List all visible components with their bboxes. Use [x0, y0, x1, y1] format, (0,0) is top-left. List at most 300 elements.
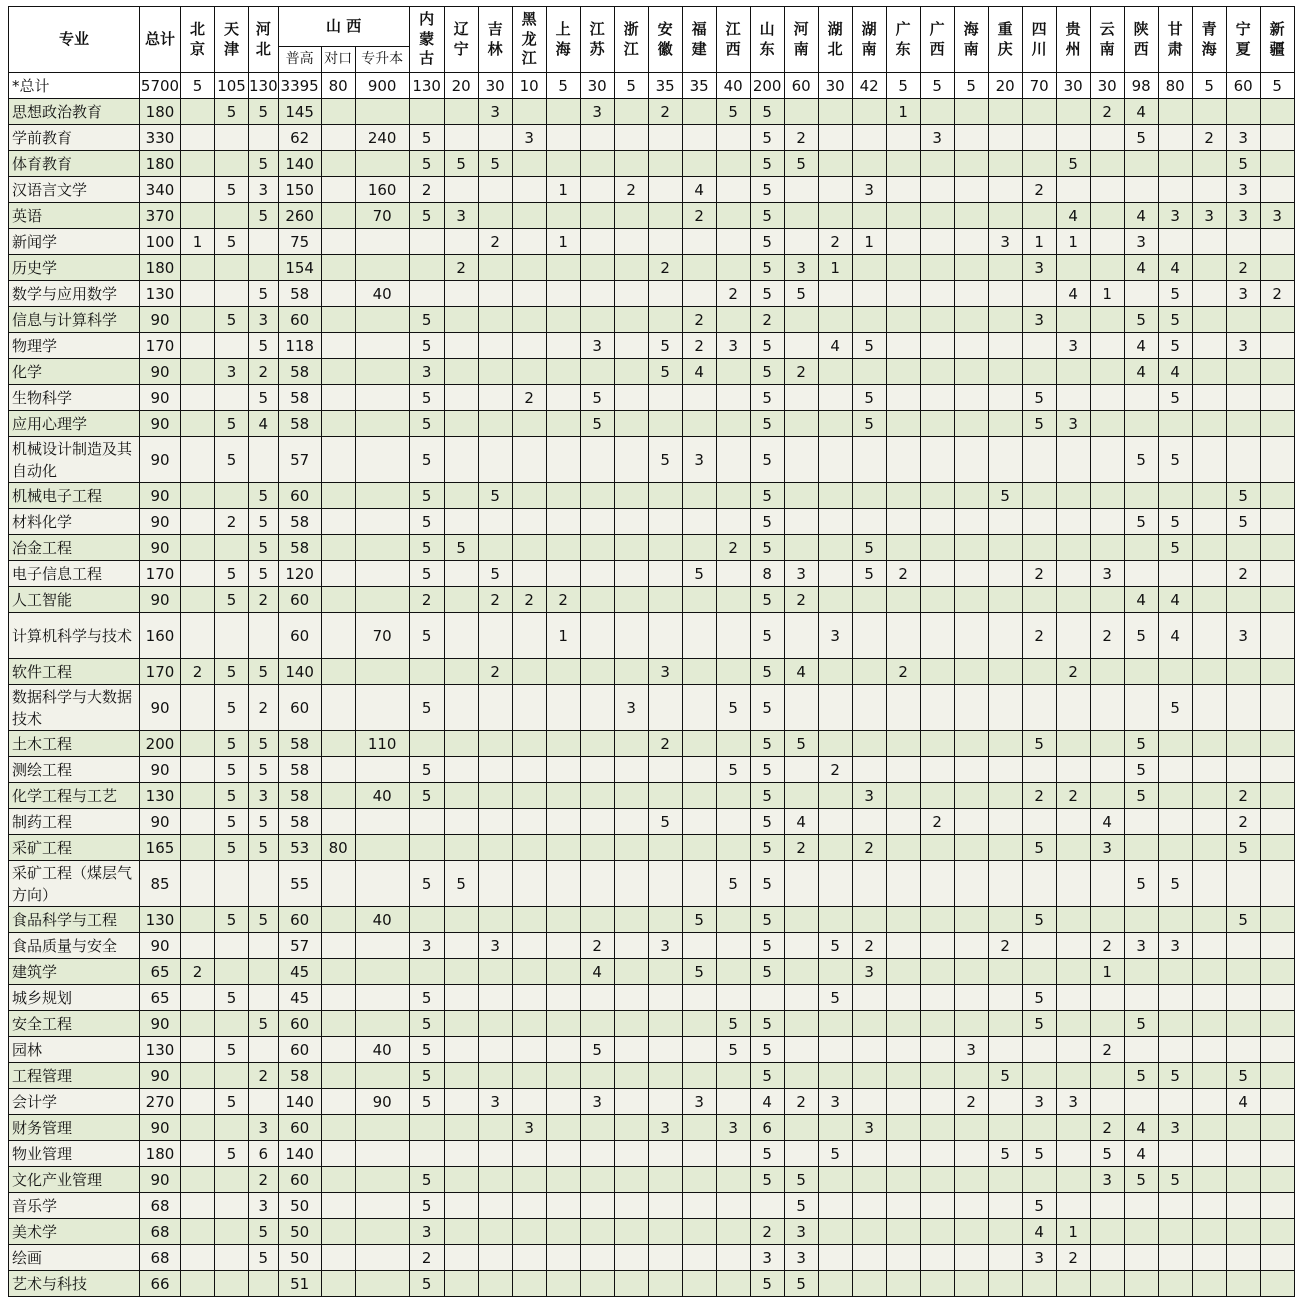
table-row — [9, 177, 1295, 203]
quota-cell: 5 — [750, 483, 784, 509]
quota-cell — [784, 861, 818, 907]
quota-cell — [1192, 861, 1226, 907]
quota-cell — [512, 907, 546, 933]
major-name: 英语 — [9, 203, 140, 229]
quota-cell: 5 — [409, 307, 444, 333]
quota-cell — [852, 1037, 886, 1063]
quota-cell: 2 — [716, 535, 750, 561]
quota-cell — [215, 1011, 249, 1037]
quota-cell — [1192, 359, 1226, 385]
quota-cell — [1158, 1011, 1192, 1037]
quota-cell: 5 — [750, 385, 784, 411]
quota-cell: 2 — [784, 1089, 818, 1115]
quota-cell — [1260, 177, 1294, 203]
major-name: 体育教育 — [9, 151, 140, 177]
quota-cell — [1090, 509, 1124, 535]
quota-cell — [648, 307, 682, 333]
quota-cell — [444, 613, 478, 659]
quota-cell — [988, 1089, 1022, 1115]
quota-cell — [355, 685, 409, 731]
quota-cell: 5 — [215, 229, 249, 255]
quota-cell: 50 — [278, 1245, 321, 1271]
quota-cell — [1124, 177, 1158, 203]
quota-cell: 2 — [249, 685, 279, 731]
quota-cell — [321, 685, 355, 731]
province-name: 甘肃 — [1167, 20, 1183, 58]
major-name: 音乐学 — [9, 1193, 140, 1219]
quota-cell: 5 — [215, 411, 249, 437]
quota-cell: 2 — [1090, 1037, 1124, 1063]
quota-cell — [580, 1063, 614, 1089]
quota-cell — [648, 959, 682, 985]
quota-cell — [920, 509, 954, 535]
quota-cell — [546, 1037, 580, 1063]
quota-cell — [818, 125, 852, 151]
quota-cell: 5 — [784, 1193, 818, 1219]
quota-cell — [988, 151, 1022, 177]
quota-cell: 5 — [249, 835, 279, 861]
major-name: 化学工程与工艺 — [9, 783, 140, 809]
table-row — [9, 1193, 1295, 1219]
quota-cell — [1260, 1271, 1294, 1297]
quota-cell: 90 — [355, 1089, 409, 1115]
quota-cell: 58 — [278, 385, 321, 411]
quota-cell — [444, 1063, 478, 1089]
table-row — [9, 757, 1295, 783]
quota-cell — [512, 561, 546, 587]
quota-cell — [512, 151, 546, 177]
quota-cell: 2 — [682, 333, 716, 359]
column-header-province — [954, 7, 988, 73]
quota-cell: 2 — [1090, 99, 1124, 125]
quota-cell — [818, 359, 852, 385]
quota-cell — [954, 483, 988, 509]
quota-cell: 2 — [682, 307, 716, 333]
quota-cell — [954, 203, 988, 229]
quota-cell: 3 — [580, 333, 614, 359]
quota-cell — [444, 1011, 478, 1037]
quota-cell — [1226, 1271, 1260, 1297]
quota-cell — [1022, 659, 1056, 685]
quota-cell — [444, 959, 478, 985]
quota-cell — [1022, 861, 1056, 907]
quota-cell — [852, 203, 886, 229]
quota-cell — [1124, 685, 1158, 731]
quota-cell — [614, 1037, 648, 1063]
major-name: 数据科学与大数据技术 — [9, 685, 140, 731]
total-label: *总计 — [9, 73, 140, 99]
total-cell: 66 — [140, 1271, 181, 1297]
quota-cell — [648, 1271, 682, 1297]
quota-cell: 3 — [580, 99, 614, 125]
quota-cell: 3 — [249, 1193, 279, 1219]
quota-cell — [1192, 613, 1226, 659]
quota-cell — [1260, 151, 1294, 177]
quota-cell — [1260, 985, 1294, 1011]
total-cell: 90 — [140, 411, 181, 437]
quota-cell: 1 — [886, 99, 920, 125]
quota-cell — [444, 783, 478, 809]
quota-cell — [1226, 1219, 1260, 1245]
quota-cell — [1124, 985, 1158, 1011]
quota-cell — [920, 731, 954, 757]
quota-cell: 58 — [278, 809, 321, 835]
quota-cell — [716, 659, 750, 685]
total-cell: 130 — [140, 907, 181, 933]
quota-cell — [920, 385, 954, 411]
total-row — [9, 73, 1295, 99]
quota-cell — [1158, 1245, 1192, 1271]
quota-cell — [321, 333, 355, 359]
quota-cell: 3 — [249, 1115, 279, 1141]
quota-cell — [249, 985, 279, 1011]
quota-cell: 5 — [580, 1037, 614, 1063]
quota-cell — [750, 1193, 784, 1219]
quota-cell — [648, 1063, 682, 1089]
quota-cell — [546, 483, 580, 509]
quota-cell — [409, 99, 444, 125]
table-row — [9, 483, 1295, 509]
column-header-shanxi: 山 西 — [278, 7, 409, 47]
quota-cell: 5 — [215, 1037, 249, 1063]
quota-cell: 260 — [278, 203, 321, 229]
quota-cell — [546, 1245, 580, 1271]
quota-cell: 4 — [1124, 359, 1158, 385]
total-cell: 270 — [140, 1089, 181, 1115]
table-row — [9, 1245, 1295, 1271]
major-name: 文化产业管理 — [9, 1167, 140, 1193]
quota-cell: 4 — [784, 659, 818, 685]
quota-cell — [580, 1245, 614, 1271]
quota-cell — [818, 385, 852, 411]
quota-cell — [1192, 307, 1226, 333]
quota-cell — [1192, 509, 1226, 535]
quota-cell — [818, 907, 852, 933]
quota-cell — [1056, 561, 1090, 587]
quota-cell — [886, 1011, 920, 1037]
quota-cell — [321, 1271, 355, 1297]
quota-cell — [716, 1219, 750, 1245]
quota-cell — [512, 1063, 546, 1089]
quota-cell — [852, 483, 886, 509]
quota-cell — [852, 125, 886, 151]
quota-cell — [614, 229, 648, 255]
major-name: 美术学 — [9, 1219, 140, 1245]
quota-cell — [920, 255, 954, 281]
quota-cell — [954, 151, 988, 177]
quota-cell — [181, 757, 215, 783]
quota-cell — [1124, 561, 1158, 587]
quota-cell: 5 — [1022, 907, 1056, 933]
quota-cell — [355, 1193, 409, 1219]
quota-cell — [546, 835, 580, 861]
quota-cell — [580, 437, 614, 483]
quota-cell — [784, 757, 818, 783]
quota-cell — [614, 535, 648, 561]
quota-cell: 5 — [1022, 985, 1056, 1011]
province-name: 河北 — [255, 20, 271, 58]
quota-cell — [580, 177, 614, 203]
quota-cell — [546, 99, 580, 125]
quota-cell — [988, 985, 1022, 1011]
column-header-province — [784, 7, 818, 73]
quota-cell — [181, 359, 215, 385]
quota-cell — [954, 835, 988, 861]
quota-cell — [648, 685, 682, 731]
quota-cell — [215, 385, 249, 411]
quota-cell: 5 — [409, 1011, 444, 1037]
quota-cell — [1226, 535, 1260, 561]
quota-cell — [355, 437, 409, 483]
quota-cell — [444, 125, 478, 151]
column-header-province — [886, 7, 920, 73]
quota-cell — [321, 783, 355, 809]
quota-cell: 3 — [648, 933, 682, 959]
major-name: 园林 — [9, 1037, 140, 1063]
quota-cell — [682, 783, 716, 809]
quota-cell: 5 — [920, 73, 954, 99]
quota-cell: 5 — [215, 757, 249, 783]
quota-cell — [1226, 1193, 1260, 1219]
quota-cell — [886, 809, 920, 835]
column-header-province — [682, 7, 716, 73]
quota-cell — [716, 125, 750, 151]
quota-cell — [546, 1141, 580, 1167]
quota-cell — [478, 359, 512, 385]
quota-cell — [818, 483, 852, 509]
table-row — [9, 985, 1295, 1011]
table-row — [9, 1167, 1295, 1193]
quota-cell: 80 — [1158, 73, 1192, 99]
quota-cell: 3 — [750, 1245, 784, 1271]
quota-cell — [1022, 1115, 1056, 1141]
quota-cell — [1090, 483, 1124, 509]
quota-cell: 3 — [784, 255, 818, 281]
major-name: 软件工程 — [9, 659, 140, 685]
table-row — [9, 1271, 1295, 1297]
column-header-province — [920, 7, 954, 73]
quota-cell — [852, 1167, 886, 1193]
quota-cell — [478, 1063, 512, 1089]
quota-cell — [444, 509, 478, 535]
quota-cell — [1260, 1193, 1294, 1219]
quota-cell: 5 — [1192, 73, 1226, 99]
quota-cell — [181, 1141, 215, 1167]
quota-cell — [580, 1271, 614, 1297]
quota-cell — [355, 99, 409, 125]
quota-cell — [920, 861, 954, 907]
quota-cell: 5 — [1022, 411, 1056, 437]
quota-cell — [1192, 685, 1226, 731]
quota-cell — [1022, 437, 1056, 483]
quota-cell — [546, 125, 580, 151]
quota-cell: 150 — [278, 177, 321, 203]
quota-cell — [716, 151, 750, 177]
quota-cell — [784, 333, 818, 359]
quota-cell: 5 — [249, 1219, 279, 1245]
quota-cell — [546, 985, 580, 1011]
table-row — [9, 385, 1295, 411]
quota-cell — [444, 659, 478, 685]
quota-cell: 160 — [355, 177, 409, 203]
quota-cell — [580, 757, 614, 783]
quota-cell — [478, 985, 512, 1011]
quota-cell — [249, 861, 279, 907]
quota-cell: 5 — [215, 177, 249, 203]
quota-cell — [886, 1271, 920, 1297]
quota-cell: 2 — [818, 757, 852, 783]
quota-cell: 58 — [278, 281, 321, 307]
quota-cell — [355, 535, 409, 561]
quota-cell: 5 — [249, 659, 279, 685]
quota-cell — [215, 1167, 249, 1193]
quota-cell: 2 — [1226, 783, 1260, 809]
quota-cell — [648, 281, 682, 307]
quota-cell: 1 — [546, 613, 580, 659]
quota-cell: 2 — [512, 587, 546, 613]
quota-cell — [321, 587, 355, 613]
quota-cell: 5 — [1226, 835, 1260, 861]
quota-cell — [478, 437, 512, 483]
province-name: 湖南 — [861, 20, 877, 58]
quota-cell — [886, 483, 920, 509]
quota-cell — [1192, 783, 1226, 809]
quota-cell — [784, 509, 818, 535]
quota-cell — [444, 1193, 478, 1219]
quota-cell: 2 — [784, 359, 818, 385]
quota-cell — [954, 125, 988, 151]
quota-cell — [512, 411, 546, 437]
quota-cell — [321, 907, 355, 933]
quota-cell — [1090, 151, 1124, 177]
quota-cell: 4 — [1124, 587, 1158, 613]
quota-cell — [1192, 229, 1226, 255]
total-cell: 130 — [140, 281, 181, 307]
quota-cell — [355, 561, 409, 587]
quota-cell — [321, 1219, 355, 1245]
quota-cell — [1260, 359, 1294, 385]
quota-cell — [512, 255, 546, 281]
quota-cell — [1192, 1063, 1226, 1089]
quota-cell — [478, 125, 512, 151]
quota-cell — [444, 757, 478, 783]
quota-cell — [920, 1245, 954, 1271]
quota-cell — [1090, 907, 1124, 933]
quota-cell: 2 — [682, 203, 716, 229]
total-cell: 170 — [140, 333, 181, 359]
quota-cell — [181, 1037, 215, 1063]
total-cell: 170 — [140, 561, 181, 587]
quota-cell: 35 — [648, 73, 682, 99]
quota-cell — [614, 151, 648, 177]
quota-cell — [1056, 933, 1090, 959]
quota-cell — [355, 1115, 409, 1141]
total-cell: 90 — [140, 1115, 181, 1141]
quota-cell — [716, 411, 750, 437]
quota-cell: 5 — [409, 985, 444, 1011]
quota-cell — [1022, 757, 1056, 783]
quota-cell — [181, 385, 215, 411]
quota-cell — [988, 835, 1022, 861]
quota-cell — [478, 1115, 512, 1141]
quota-cell — [181, 333, 215, 359]
table-row — [9, 307, 1295, 333]
quota-cell — [1260, 907, 1294, 933]
quota-cell: 240 — [355, 125, 409, 151]
quota-cell: 5 — [1022, 1011, 1056, 1037]
quota-cell — [818, 281, 852, 307]
quota-cell — [614, 783, 648, 809]
quota-cell — [321, 411, 355, 437]
quota-cell: 5 — [1226, 1063, 1260, 1089]
quota-cell — [1260, 835, 1294, 861]
quota-cell — [1124, 281, 1158, 307]
quota-cell — [181, 1089, 215, 1115]
quota-cell: 5 — [249, 203, 279, 229]
quota-cell — [249, 125, 279, 151]
quota-cell — [546, 203, 580, 229]
quota-cell — [852, 1271, 886, 1297]
quota-cell — [321, 861, 355, 907]
quota-cell — [886, 985, 920, 1011]
quota-cell: 3 — [1226, 333, 1260, 359]
quota-cell — [249, 255, 279, 281]
column-header-province — [512, 7, 546, 73]
quota-cell: 130 — [249, 73, 279, 99]
quota-cell — [614, 359, 648, 385]
quota-cell — [954, 99, 988, 125]
quota-cell — [321, 203, 355, 229]
quota-cell — [682, 587, 716, 613]
quota-cell: 3 — [784, 1219, 818, 1245]
quota-cell — [444, 307, 478, 333]
quota-cell: 3 — [249, 177, 279, 203]
quota-cell: 5 — [409, 685, 444, 731]
quota-cell — [988, 1271, 1022, 1297]
table-row — [9, 959, 1295, 985]
quota-cell — [1124, 411, 1158, 437]
quota-cell — [181, 1219, 215, 1245]
quota-cell — [648, 151, 682, 177]
quota-cell: 5 — [249, 535, 279, 561]
quota-cell: 5 — [716, 757, 750, 783]
quota-cell: 5 — [750, 659, 784, 685]
quota-cell — [1158, 835, 1192, 861]
quota-cell — [648, 861, 682, 907]
quota-cell — [954, 1219, 988, 1245]
quota-cell: 5 — [215, 809, 249, 835]
quota-cell — [1158, 99, 1192, 125]
total-cell: 65 — [140, 959, 181, 985]
quota-cell — [988, 587, 1022, 613]
quota-cell: 140 — [278, 1089, 321, 1115]
total-cell: 90 — [140, 809, 181, 835]
quota-cell — [682, 1167, 716, 1193]
quota-cell — [648, 483, 682, 509]
quota-cell — [886, 411, 920, 437]
total-cell: 340 — [140, 177, 181, 203]
province-name: 重庆 — [997, 20, 1013, 58]
quota-cell — [1124, 483, 1158, 509]
quota-cell — [1158, 659, 1192, 685]
quota-cell — [580, 1141, 614, 1167]
quota-cell — [215, 959, 249, 985]
quota-cell — [716, 177, 750, 203]
quota-cell: 5 — [1022, 1193, 1056, 1219]
quota-cell — [1260, 561, 1294, 587]
quota-cell — [355, 835, 409, 861]
quota-cell — [886, 861, 920, 907]
